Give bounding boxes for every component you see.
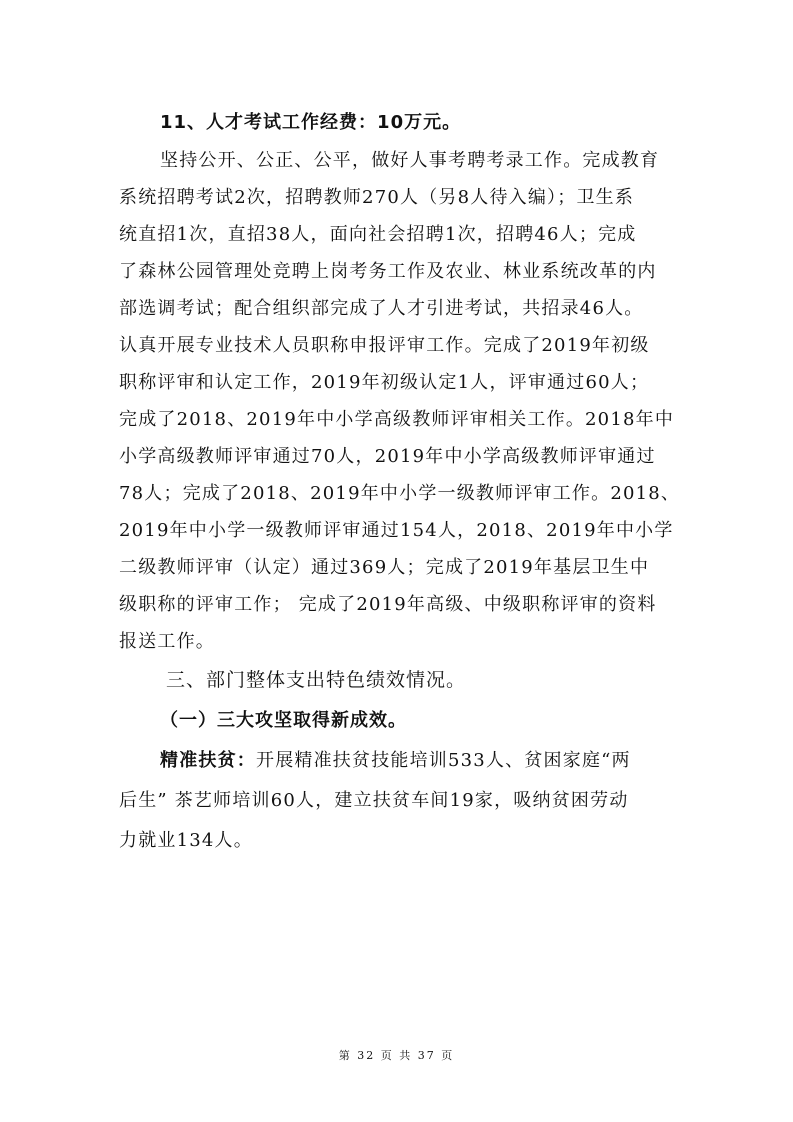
body-line: 坚持公开、公正、公平，做好人事考聘考录工作。完成教育: [160, 150, 660, 171]
subsection-1-heading: （一）三大攻坚取得新成效。: [160, 710, 407, 731]
body-line: 报送工作。: [119, 631, 215, 652]
body-line: 认真开展专业技术人员职称申报评审工作。完成了2019年初级: [119, 335, 650, 356]
page-footer: 第 32 页 共 37 页: [338, 1049, 455, 1062]
section-11-heading: 11、人才考试工作经费：10万元。: [160, 112, 462, 133]
body-line: 系统招聘考试2次，招聘教师270人（另8人待入编）；卫生系: [119, 187, 635, 208]
body-line: [160, 746, 631, 772]
body-line: 后生” 茶艺师培训60人，建立扶贫车间19家，吸纳贫困劳动: [119, 790, 629, 811]
body-line: 力就业134人。: [119, 830, 253, 851]
body-line: 职称评审和认定工作，2019年初级认定1人，评审通过60人；: [119, 372, 650, 393]
body-line: 完成了2018、2019年中小学高级教师评审相关工作。2018年中: [119, 409, 675, 430]
body-line: 小学高级教师评审通过70人，2019年中小学高级教师评审通过: [119, 446, 656, 467]
section-3-heading: 三、部门整体支出特色绩效情况。: [166, 669, 467, 691]
body-line: 二级教师评审（认定）通过369人；完成了2019年基层卫生中: [119, 557, 650, 578]
body-line: 了森林公园管理处竞聘上岗考务工作及农业、林业系统改革的内: [119, 261, 657, 282]
body-line: 2019年中小学一级教师评审通过154人，2018、2019年中小学: [119, 520, 674, 541]
body-line: 统直招1次，直招38人，面向社会招聘1次，招聘46人；完成: [119, 224, 637, 245]
poverty-text: 开展精准扶贫技能培训533人、贫困家庭“两: [256, 750, 631, 771]
body-line: 部选调考试；配合组织部完成了人才引进考试，共招录46人。: [119, 298, 644, 319]
body-line: 级职称的评审工作； 完成了2019年高级、中级职称评审的资料: [119, 594, 657, 615]
poverty-label: 精准扶贫：: [160, 750, 256, 771]
body-line: 78人；完成了2018、2019年中小学一级教师评审工作。2018、: [119, 483, 681, 504]
